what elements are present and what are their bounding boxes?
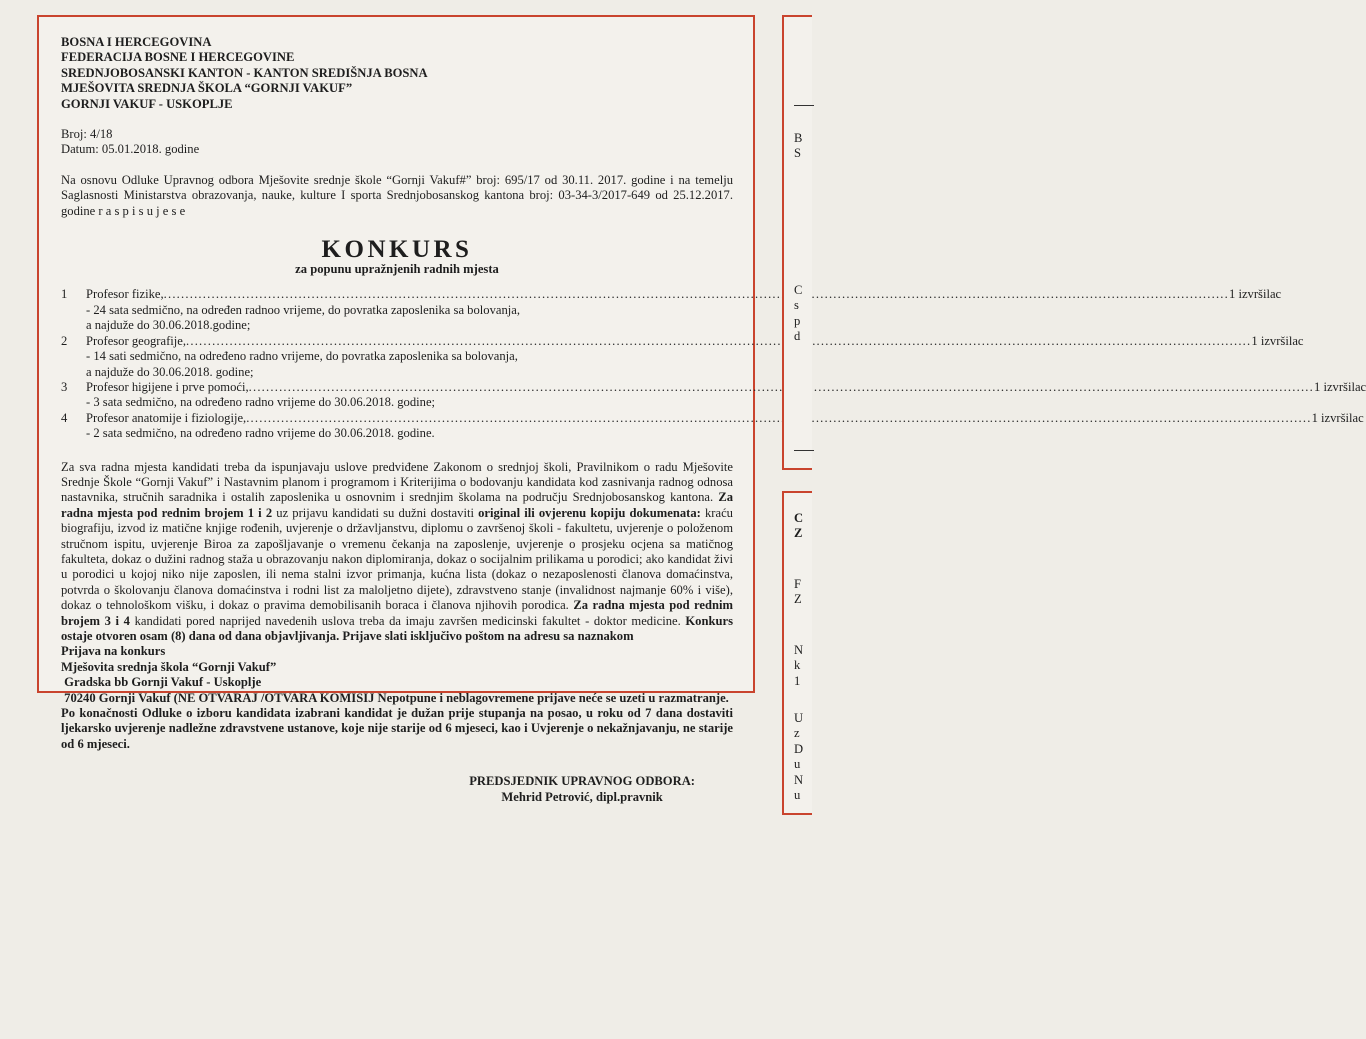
header-line: SREDNJOBOSANSKI KANTON - KANTON SREDIŠNJA BOSNA bbox=[61, 65, 428, 80]
cropped-char: N bbox=[794, 772, 804, 787]
address-line: Mješovita srednja škola “Gornji Vakuf” bbox=[61, 659, 277, 674]
cropped-char: d bbox=[794, 329, 801, 344]
position-item bbox=[61, 287, 1282, 333]
conditions-emphasis: Konkurs ostaje otvoren osam (8) dana od dana objavljivanja. Prijave slati isključivo poštom na adresu sa naznakom bbox=[61, 613, 733, 643]
position-count: 1 izvršilac bbox=[1314, 379, 1366, 394]
position-count: 1 izvršilac bbox=[1311, 410, 1364, 425]
document-date: Datum: 05.01.2018. godine bbox=[61, 142, 200, 157]
position-number: 3 bbox=[61, 379, 68, 394]
position-count: 1 izvršilac bbox=[1229, 287, 1282, 302]
conditions-part: kandidati pored naprijed navedenih uslova treba da imaju završen medicinski fakultet - doktor medicine. bbox=[134, 613, 681, 628]
header-line: MJEŠOVITA SREDNJA ŠKOLA “GORNJI VAKUF” bbox=[61, 81, 353, 96]
position-desc: a najduže do 30.06.2018. godine; bbox=[86, 364, 254, 379]
notice-content bbox=[61, 35, 1366, 805]
conditions-emphasis: original ili ovjerenu kopiju dokumenata: bbox=[478, 505, 701, 520]
cropped-char: N bbox=[794, 643, 804, 657]
cropped-char: C bbox=[794, 511, 804, 525]
cropped-text bbox=[794, 711, 803, 803]
signature-name: Mehrid Petrović, dipl.pravnik bbox=[501, 789, 663, 804]
position-item bbox=[61, 333, 1304, 380]
position-title: Profesor anatomije i fiziologije, bbox=[86, 410, 247, 425]
position-desc: - 14 sati sedmično, na određeno radno vrijeme, do povratka zaposlenika sa bolovanja, bbox=[86, 349, 518, 364]
signature-role: PREDSJEDNIK UPRAVNOG ODBORA: bbox=[469, 774, 695, 789]
leader-dots bbox=[186, 334, 1251, 349]
position-item bbox=[61, 410, 1364, 442]
notice-subtitle: za popunu upražnjenih radnih mjesta bbox=[295, 262, 499, 277]
address-line: 70240 Gornji Vakuf (NE OTVARAJ /OTVARA KOMISIJ Nepotpune i neblagovremene prijave neće se uzeti u razmatranje. bbox=[61, 690, 729, 705]
cropped-char: u bbox=[794, 788, 801, 803]
cropped-char: F bbox=[794, 577, 802, 591]
position-item bbox=[61, 379, 1366, 411]
document-number: Broj: 4/18 bbox=[61, 127, 113, 142]
address-line: Prijava na konkurs bbox=[61, 644, 166, 659]
conditions-part: Za sva radna mjesta kandidati treba da ispunjavaju uslove predviđene Zakonom o srednjoj školi, Pravilnikom o radu Mješovite Srednje Škole “Gornji Vakuf” i Nastavnim planom i programom i Kriterijima o bodovanju kandidata kod zasnivanja radnog odnosa nastavnika, stručnih saradnika i ostalih zaposlenika u osnovnim i srednjim školama na području Srednjobosanskog kantona. bbox=[61, 459, 733, 505]
cropped-char: z bbox=[794, 726, 800, 741]
final-note: Po konačnosti Odluke o izboru kandidata izabrani kandidat je dužan prije stupanja na posao, u roku od 7 dana dostaviti ljekarsko uvjerenje nadležne zdravstvene ustanove, koje nije starije od 6 mjeseci, kao i Uvjerenje o nekažnjavanju, ne starije od 6 mjeseci. bbox=[61, 706, 733, 751]
cropped-char: s bbox=[794, 298, 799, 313]
divider bbox=[794, 450, 814, 451]
position-count: 1 izvršilac bbox=[1251, 333, 1304, 348]
document-meta bbox=[61, 127, 733, 158]
cropped-char: S bbox=[794, 146, 802, 161]
header-line: FEDERACIJA BOSNE I HERCEGOVINE bbox=[61, 50, 295, 65]
divider bbox=[794, 105, 814, 106]
cropped-text bbox=[794, 643, 803, 689]
institution-header bbox=[61, 35, 733, 112]
position-title: Profesor higijene i prve pomoći, bbox=[86, 379, 249, 394]
position-desc: - 2 sata sedmično, na određeno radno vrijeme do 30.06.2018. godine. bbox=[86, 426, 435, 441]
cropped-text bbox=[794, 511, 803, 542]
cropped-char: Z bbox=[794, 526, 803, 541]
position-desc: a najduže do 30.06.2018.godine; bbox=[86, 318, 251, 333]
notice-title: KONKURS bbox=[321, 236, 473, 264]
header-line: BOSNA I HERCEGOVINA bbox=[61, 35, 212, 49]
conditions-emphasis: Za radna mjesta pod rednim brojem 3 i 4 bbox=[61, 598, 733, 628]
konkurs-notice bbox=[37, 15, 1366, 804]
cropped-char: Z bbox=[794, 592, 802, 607]
cropped-char: 1 bbox=[794, 673, 801, 688]
leader-dots bbox=[164, 287, 1229, 302]
cropped-char: C bbox=[794, 283, 803, 297]
position-desc: - 24 sata sedmično, na određen radnoo vrijeme, do povratka zaposlenika sa bolovanja, bbox=[86, 302, 520, 317]
leader-dots bbox=[246, 411, 1311, 426]
conditions-text bbox=[61, 460, 733, 645]
cropped-text bbox=[794, 283, 802, 345]
cropped-char: U bbox=[794, 711, 804, 725]
position-number: 1 bbox=[61, 287, 68, 302]
position-desc: - 3 sata sedmično, na određeno radno vrijeme do 30.06.2018. godine; bbox=[86, 395, 436, 410]
adjacent-notice-top bbox=[782, 15, 812, 470]
positions-list bbox=[61, 287, 1366, 441]
position-title: Profesor geografije, bbox=[86, 333, 187, 348]
header-line: GORNJI VAKUF - USKOPLJE bbox=[61, 96, 233, 111]
cropped-char: B bbox=[794, 131, 803, 145]
cropped-char: u bbox=[794, 757, 801, 772]
cropped-text bbox=[794, 131, 802, 162]
conditions-emphasis: Za radna mjesta pod rednim brojem 1 i 2 bbox=[61, 490, 734, 520]
signature-block bbox=[469, 774, 695, 805]
position-number: 4 bbox=[61, 410, 68, 425]
cropped-text bbox=[794, 577, 802, 608]
signature-area bbox=[61, 774, 733, 805]
cropped-char: p bbox=[794, 313, 801, 328]
position-title: Profesor fizike, bbox=[86, 287, 164, 302]
intro-paragraph: Na osnovu Odluke Upravnog odbora Mješovite srednje škole “Gornji Vakuf#” broj: 695/17 od 30.11. 2017. godine i na temelju Saglasnosti Ministarstva obrazovanja, nauke, kulture I sporta Srednjobosanskog kantona broj: 03-34-3/2017-649 od 25.12.2017. godine r a s p i s u j e s e bbox=[61, 172, 733, 218]
address-line: Gradska bb Gornji Vakuf - Uskoplje bbox=[61, 675, 262, 690]
position-number: 2 bbox=[61, 333, 68, 348]
cropped-char: k bbox=[794, 658, 801, 673]
adjacent-notice-bottom bbox=[782, 491, 812, 815]
cropped-char: D bbox=[794, 741, 804, 756]
conditions-part: uz prijavu kandidati su dužni dostaviti bbox=[276, 505, 474, 520]
conditions-part: kraću biografiju, izvod iz matične knjige rođenih, uvjerenje o državljanstvu, diplomu o završenoj školi - fakultetu, uvjerenje o položenom stručnom ispitu, uvjerenje Biroa za zapošljavanje o vremenu čekanja na zaposlenje, uvjerenje o prosjeku ocjena sa matičnog fakulteta, dokaz o dužini radnog staža u obrazovanju nakon diplomiranja, dokaz o socijalnim prilikama u porodici; ako kandidat živi u porodici u kojoj niko nije zaposlen, ili nema stalni izvor primanja, kućna lista (dokaz o nezaposlenosti članova domaćinstva, potvrda o školovanju članova domaćinstva i rodni list za maloljetno dijete), zdravstveno stanje (invalidnost najmanje 60% i više), dokaz o tehnološkom višku, i dokaz o pravima demobilisanih boraca i članova njihovih porodica. bbox=[61, 505, 733, 613]
